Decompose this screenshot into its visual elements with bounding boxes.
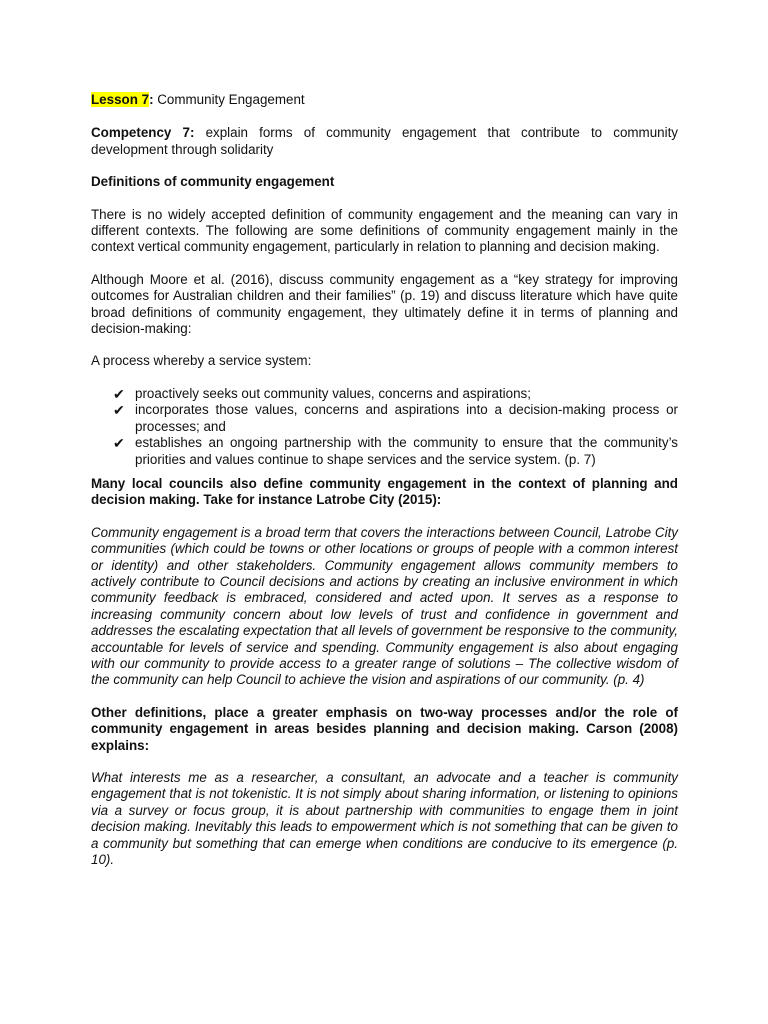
document-page	[91, 92, 678, 868]
checkmark-icon: ✔	[113, 402, 125, 419]
lesson-label: Lesson 7	[91, 92, 150, 107]
checklist-item-text: incorporates those values, concerns and aspirations into a decision-making process or processes; and	[135, 402, 678, 434]
competency-statement	[91, 125, 678, 158]
moore-paragraph: Although Moore et al. (2016), discuss community engagement as a “key strategy for improving outcomes for Australian children and their families” (p. 19) and discuss literature which have quite broad definitions of community engagement, they ultimately define it in terms of planning and decision-making:	[91, 271, 678, 337]
latrobe-quote: Community engagement is a broad term that covers the interactions between Council, Latrobe City communities (which could be towns or other locations or groups of people with a common interest or identity) and other stakeholders. Community engagement allows community members to actively contribute to Council decisions and actions by creating an inclusive environment in which community feedback is embraced, considered and acted upon. It serves as a response to increasing community concern about low levels of trust and confidence in government and addresses the escalating expectation that all levels of government be responsive to the community, accountable for levels of service and spending. Community engagement is also about engaging with our community to provide access to a greater range of solutions – The collective wisdom of the community can help Council to achieve the vision and aspirations of our community. (p. 4)	[91, 524, 678, 688]
lesson-colon: :	[149, 92, 154, 107]
competency-label: Competency 7:	[91, 125, 195, 141]
definitions-heading: Definitions of community engagement	[91, 174, 335, 190]
intro-paragraph: There is no widely accepted definition of community engagement and the meaning can vary in different contexts. The following are some definitions of community engagement mainly in the context vertical community engagement, particularly in relation to planning and decision making.	[91, 206, 678, 255]
checklist-item-text: establishes an ongoing partnership with the community to ensure that the community’s priorities and values continue to shape services and the service system. (p. 7)	[135, 435, 678, 467]
other-definitions-heading: Other definitions, place a greater emphasis on two-way processes and/or the role of community engagement in areas besides planning and decision making. Carson (2008) explains:	[91, 704, 678, 753]
checklist-item-text: proactively seeks out community values, concerns and aspirations;	[135, 385, 531, 401]
checklist-item	[91, 402, 678, 435]
process-intro: A process whereby a service system:	[91, 353, 312, 369]
competency-text: explain forms of community engagement that contribute to community development through solidarity	[91, 125, 679, 157]
lesson-title	[91, 92, 678, 108]
checkmark-icon: ✔	[113, 435, 125, 452]
checklist-item	[91, 435, 678, 468]
councils-heading: Many local councils also define community engagement in the context of planning and decision making. Take for instance Latrobe City (2015):	[91, 475, 678, 508]
process-checklist	[91, 386, 678, 468]
lesson-title-text: Community Engagement	[153, 92, 305, 107]
checklist-item	[91, 386, 678, 402]
carson-quote: What interests me as a researcher, a consultant, an advocate and a teacher is community engagement that is not tokenistic. It is not simply about sharing information, or listening to opinions via a survey or focus group, it is about partnership with communities to engage them in joint decision making. Inevitably this leads to empowerment which is not something that can be given to a community but something that can emerge when conditions are conducive to its emergence (p. 10).	[91, 770, 678, 868]
checkmark-icon: ✔	[113, 385, 125, 402]
